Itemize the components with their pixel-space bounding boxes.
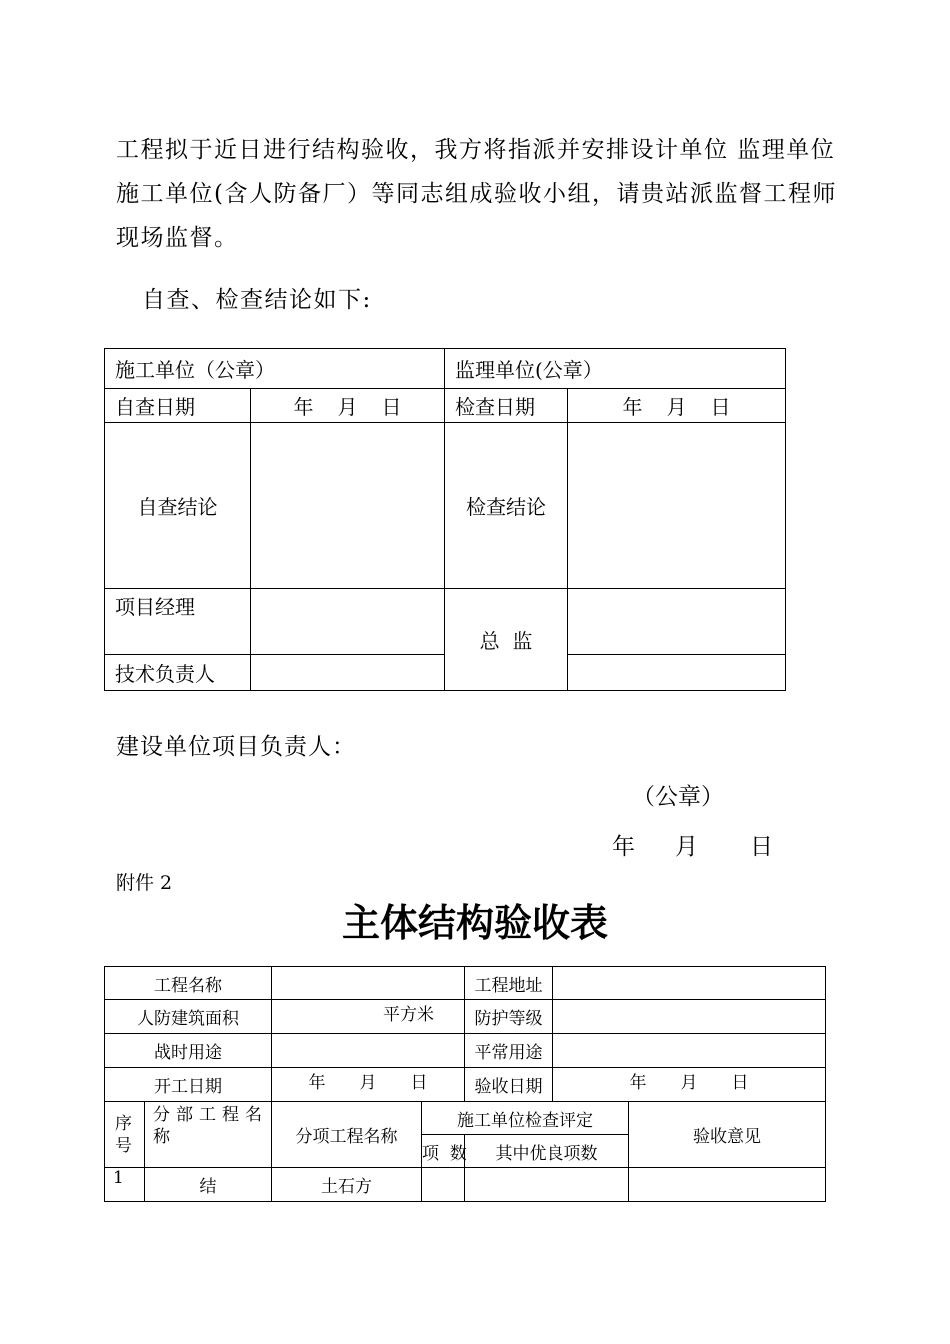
subitem-header: 分项工程名称: [272, 1102, 422, 1168]
technical-lead-cell[interactable]: [251, 655, 445, 691]
project-name-label: 工程名称: [105, 967, 272, 1000]
project-address-label: 工程地址: [465, 967, 553, 1000]
chief-supervisor-cell-2[interactable]: [568, 655, 786, 691]
civil-defense-area-label: 人防建筑面积: [105, 1000, 272, 1034]
table-row: [105, 1168, 826, 1202]
project-address-cell[interactable]: [553, 967, 826, 1000]
count-header: 项 数: [422, 1135, 465, 1168]
supervision-unit-label: 监理单位(公章）: [445, 349, 786, 389]
self-check-conclusion-label: 自查结论: [105, 423, 251, 589]
acceptance-date-label: 验收日期: [465, 1068, 553, 1102]
self-check-date-label: 自查日期: [105, 389, 251, 423]
peacetime-use-cell[interactable]: [553, 1034, 826, 1068]
protection-level-cell[interactable]: [553, 1000, 826, 1034]
inspection-date-label: 检查日期: [445, 389, 568, 423]
opinion-header: 验收意见: [629, 1102, 826, 1168]
construction-unit-label: 施工单位（公章）: [105, 349, 445, 389]
project-manager-cell[interactable]: [251, 589, 445, 655]
project-name-cell[interactable]: [272, 967, 465, 1000]
eval-header: 施工单位检查评定: [422, 1102, 629, 1135]
inspection-conclusion-cell[interactable]: [568, 423, 786, 589]
self-check-date-value: 年 月 日: [251, 389, 445, 423]
row-division: 结: [145, 1168, 272, 1202]
seal-label: （公章）: [632, 784, 724, 810]
inspection-conclusion-label: 检查结论: [445, 423, 568, 589]
project-manager-label: 项目经理: [105, 589, 251, 655]
civil-defense-area-cell[interactable]: [272, 1000, 465, 1034]
row-subitem: 土石方: [272, 1168, 422, 1202]
seq-header: 序号: [105, 1102, 145, 1168]
excellent-header: 其中优良项数: [465, 1135, 629, 1168]
signoff-date: 年 月 日: [612, 834, 773, 860]
area-unit: 平方米: [383, 1005, 434, 1025]
attachment-label: 附件 2: [116, 872, 173, 894]
technical-lead-label: 技术负责人: [105, 655, 251, 691]
intro-paragraph: 工程拟于近日进行结构验收，我方将指派并安排设计单位 监理单位施工单位(含人防备厂）等同志组成验收小组，请贵站派监督工程师现场监督。: [116, 137, 837, 251]
acceptance-table: [104, 966, 826, 1202]
acceptance-date-cell[interactable]: 年 月 日: [553, 1068, 826, 1102]
inspection-date-value: 年 月 日: [568, 389, 786, 423]
start-date-label: 开工日期: [105, 1068, 272, 1102]
row-count-cell[interactable]: [422, 1168, 465, 1202]
self-check-conclusion-cell[interactable]: [251, 423, 445, 589]
peacetime-use-label: 平常用途: [465, 1034, 553, 1068]
row-excellent-cell[interactable]: [465, 1168, 629, 1202]
review-table: [104, 348, 786, 691]
owner-lead: 建设单位项目负责人：: [116, 734, 356, 760]
chief-supervisor-label: 总 监: [445, 589, 568, 691]
wartime-use-label: 战时用途: [105, 1034, 272, 1068]
chief-supervisor-cell[interactable]: [568, 589, 786, 655]
division-header: 分部工程名称: [145, 1102, 272, 1168]
start-date-cell[interactable]: 年 月 日: [272, 1068, 465, 1102]
conclusion-lead: 自查、检查结论如下:: [142, 287, 372, 313]
form-title: 主体结构验收表: [341, 901, 608, 945]
row-seq: 1: [105, 1168, 145, 1202]
protection-level-label: 防护等级: [465, 1000, 553, 1034]
wartime-use-cell[interactable]: [272, 1034, 465, 1068]
row-opinion-cell[interactable]: [629, 1168, 826, 1202]
